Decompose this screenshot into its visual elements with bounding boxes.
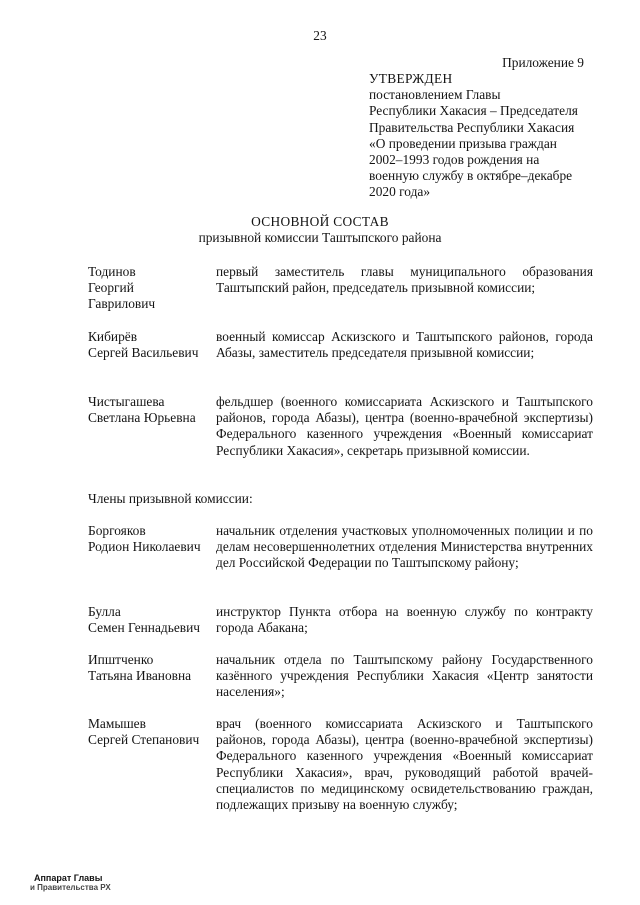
approval-line: Республики Хакасия – Председателя: [369, 103, 578, 119]
member-given-name: Сергей Степанович: [88, 732, 200, 748]
approval-line: 2002–1993 годов рождения на: [369, 152, 540, 168]
page-number: 23: [313, 28, 327, 43]
member-surname: Тодинов: [88, 264, 136, 279]
member-role: военный комиссар Аскизского и Таштыпского районов, города Абазы, заместитель председателя призывной комиссии;: [216, 329, 593, 361]
member-name: [88, 394, 213, 426]
member-given-name: Родион Николаевич: [88, 539, 201, 555]
member-role: начальник отдела по Таштыпскому району Государственного казённого учреждения Республики Хакасия «Центр занятости населения»;: [216, 652, 593, 700]
approval-line: постановлением Главы: [369, 87, 501, 103]
approval-line: «О проведении призыва граждан: [369, 135, 557, 151]
member-given-name: Сергей Васильевич: [88, 345, 199, 361]
member-role: фельдшер (военного комиссариата Аскизского и Таштыпского районов, города Абазы), центра (военно-врачебной экспертизы) Федерального казенного учреждения «Военный комиссариат Республики Хакасия», секретарь призывной комиссии.: [216, 394, 593, 458]
member-surname: Боргояков: [88, 523, 146, 538]
member-given-name: Светлана Юрьевна: [88, 410, 196, 426]
member-surname: Кибирёв: [88, 329, 138, 344]
member-role: врач (военного комиссариата Аскизского и Таштыпского районов, города Абазы), центра (военно-врачебной экспертизы) Федерального казенного учреждения «Военный комиссариат Республики Хакасия», врач, руководящий работой врачей-специалистов по медицинскому освидетельствованию граждан, подлежащих призыву на военную службу;: [216, 716, 593, 813]
document-heading: ОСНОВНОЙ СОСТАВ: [251, 214, 389, 229]
member-surname: Ипштченко: [88, 652, 154, 667]
member-surname: Чистыгашева: [88, 394, 165, 409]
document-subheading: призывной комиссии Таштыпского района: [198, 230, 442, 245]
member-given-name: Георгий: [88, 280, 134, 296]
stamp-line: и Правительства РХ: [30, 883, 111, 892]
member-name: [88, 329, 213, 361]
member-name: [88, 716, 213, 748]
member-name: [88, 523, 213, 555]
member-patronymic: Гаврилович: [88, 296, 156, 312]
office-stamp: [30, 873, 111, 893]
member-name: [88, 652, 213, 684]
member-surname: Булла: [88, 604, 121, 619]
approved-heading: УТВЕРЖДЕН: [369, 71, 453, 86]
appendix-label: Приложение 9: [502, 55, 584, 70]
member-role: инструктор Пункта отбора на военную службу по контракту города Абакана;: [216, 604, 593, 636]
members-label: Члены призывной комиссии:: [88, 491, 253, 506]
member-role: начальник отделения участковых уполномоченных полиции и по делам несовершеннолетних отделения Министерства внутренних дел Российской Федерации по Таштыпскому району;: [216, 523, 593, 571]
member-role: первый заместитель главы муниципального образования Таштыпский район, председатель призывной комиссии;: [216, 264, 593, 296]
stamp-line: Аппарат Главы: [34, 873, 103, 883]
member-name: [88, 264, 213, 313]
member-surname: Мамышев: [88, 716, 146, 731]
member-given-name: Татьяна Ивановна: [88, 668, 192, 684]
member-given-name: Семен Геннадьевич: [88, 620, 200, 636]
approval-line: 2020 года»: [369, 184, 431, 200]
member-name: [88, 604, 213, 636]
approval-block: [369, 71, 599, 201]
approval-line: Правительства Республики Хакасия: [369, 119, 575, 135]
approval-line: военную службу в октябре–декабре: [369, 168, 573, 184]
